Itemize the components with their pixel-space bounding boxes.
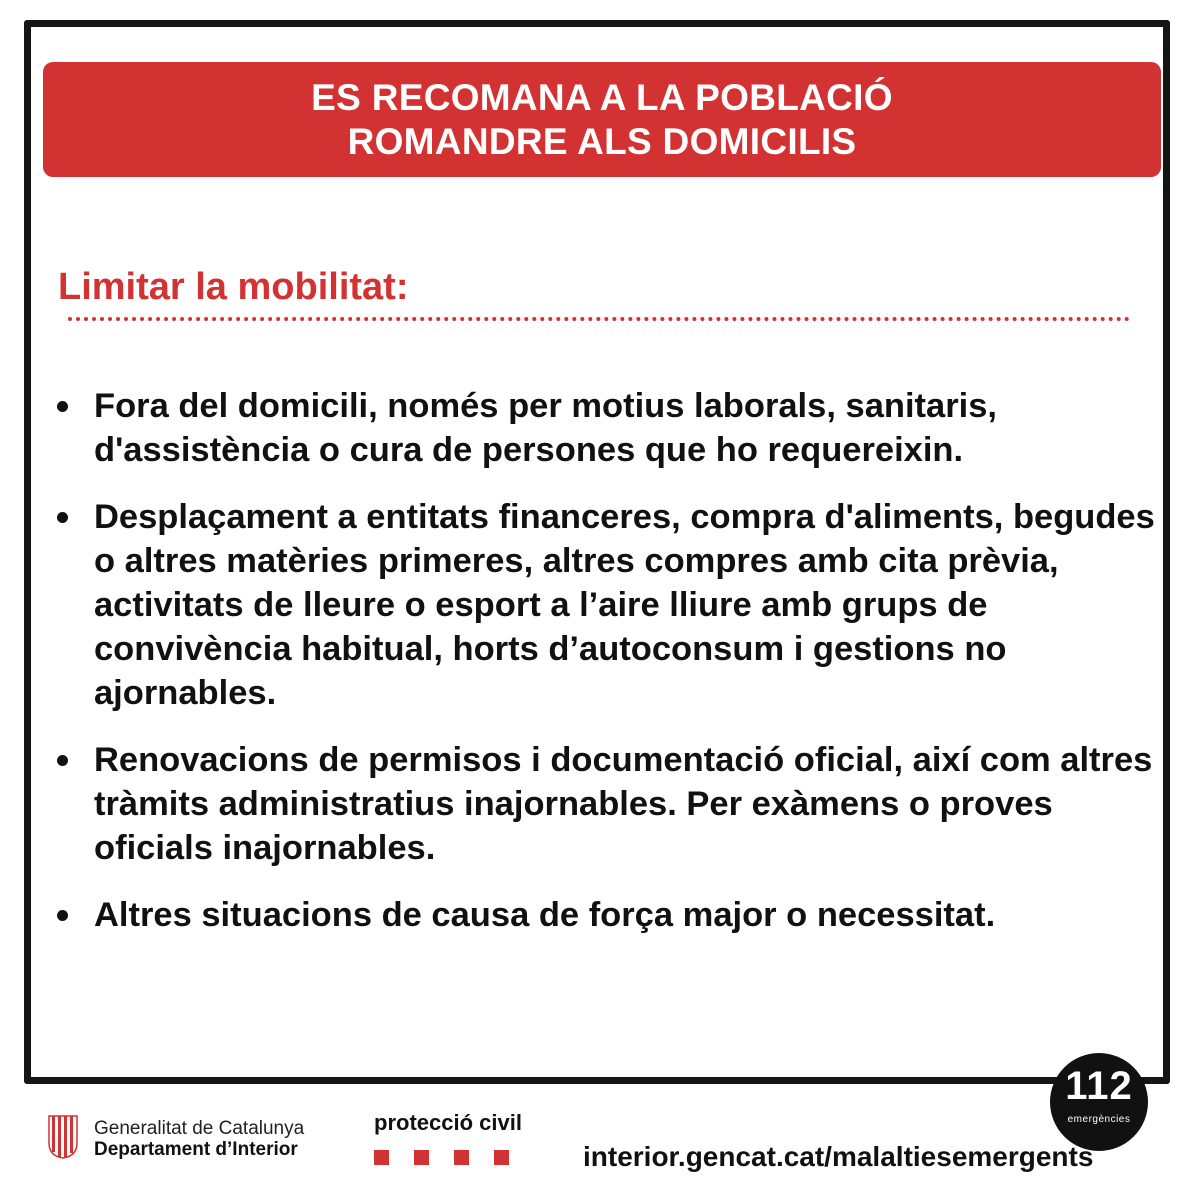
civil-protection-logo <box>374 1110 534 1165</box>
emergency-112-badge <box>1050 1053 1148 1151</box>
red-square-icon <box>374 1150 389 1165</box>
section-subtitle: Limitar la mobilitat: <box>58 266 409 308</box>
bullet-icon <box>57 512 68 523</box>
government-name: Generalitat de Catalunya <box>94 1118 305 1139</box>
list-item-text: Altres situacions de causa de força major o necessitat. <box>94 896 996 934</box>
red-square-icon <box>494 1150 509 1165</box>
badge-number: 112 <box>1065 1064 1133 1108</box>
list-item <box>50 738 1170 870</box>
senyera-emblem-icon <box>48 1113 78 1159</box>
bullet-icon <box>57 755 68 766</box>
government-logo-text <box>94 1118 304 1160</box>
banner-line-2: ROMANDRE ALS DOMICILIS <box>347 120 857 162</box>
list-item-text: Renovacions de permisos i documentació oficial, així com altres tràmits administratius inajornables. Per exàmens o proves oficials inajornables. <box>94 741 1153 867</box>
website-url: interior.gencat.cat/malaltiesemergents <box>583 1141 1094 1172</box>
civil-protection-label: protecció civil <box>374 1110 522 1135</box>
list-item <box>50 893 1170 937</box>
list-item <box>50 495 1170 715</box>
header-banner <box>43 62 1161 177</box>
badge-label: emergències <box>1067 1114 1131 1125</box>
bullet-icon <box>57 401 68 412</box>
banner-line-1: ES RECOMANA A LA POBLACIÓ <box>311 76 893 118</box>
red-square-icon <box>454 1150 469 1165</box>
bullet-icon <box>57 910 68 921</box>
list-item-text: Desplaçament a entitats financeres, compra d'aliments, begudes o altres matèries primeres, altres compres amb cita prèvia, activitats de lleure o esport a l’aire lliure amb grups de convivència habitual, horts d’autoconsum i gestions no ajornables. <box>94 498 1155 712</box>
civil-protection-squares <box>374 1150 534 1165</box>
list-item-text: Fora del domicili, només per motius laborals, sanitaris, d'assistència o cura de persones que ho requereixin. <box>94 387 997 469</box>
recommendation-list <box>50 384 1170 960</box>
department-name: Departament d’Interior <box>94 1139 298 1160</box>
list-item <box>50 384 1170 472</box>
dotted-divider <box>68 317 1130 321</box>
red-square-icon <box>414 1150 429 1165</box>
